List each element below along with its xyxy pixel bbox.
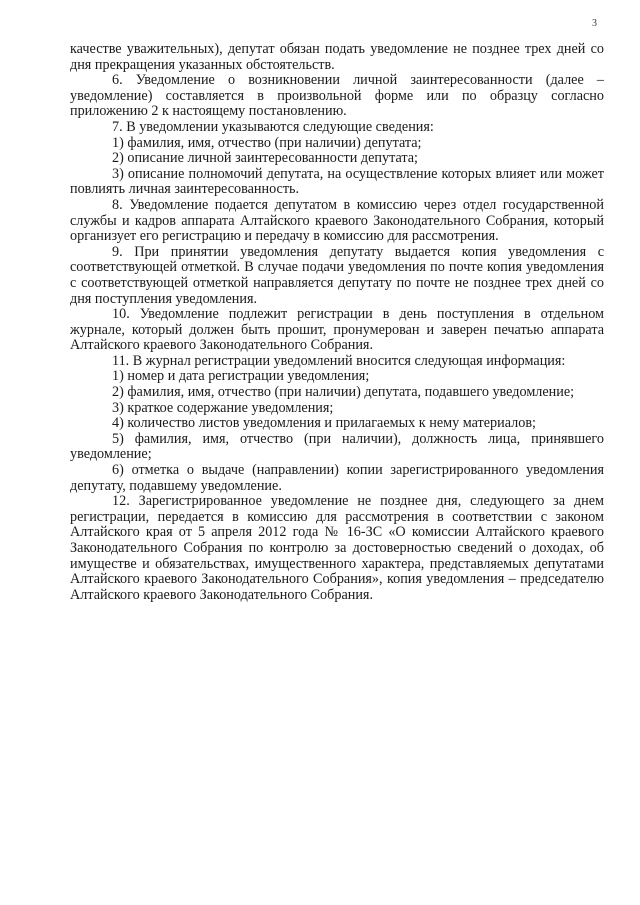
paragraph: 6) отметка о выдаче (направлении) копии зарегистрированного уведомления депутату, подавшему уведомление.	[70, 462, 604, 494]
paragraph: 5) фамилия, имя, отчество (при наличии), должность лица, принявшего уведомление;	[70, 430, 604, 463]
paragraph: 3) описание полномочий депутата, на осуществление которых влияет или может повлиять личная заинтересованность.	[70, 165, 604, 198]
paragraph: 1) фамилия, имя, отчество (при наличии) депутата;	[112, 134, 422, 151]
paragraph: 9. При принятии уведомления депутату выдается копия уведомления с соответствующей отметкой. В случае подачи уведомления по почте копия уведомления с соответствующей отметкой направляется депутату по почте не позднее трех дней со дня поступления уведомления.	[70, 243, 604, 307]
paragraph: 3) краткое содержание уведомления;	[112, 399, 334, 416]
paragraph: 10. Уведомление подлежит регистрации в день поступления в отдельном журнале, который должен быть прошит, пронумерован и заверен печатью аппарата Алтайского краевого Законодательного Собрания.	[70, 306, 604, 354]
paragraph: 12. Зарегистрированное уведомление не позднее дня, следующего за днем регистрации, передается в комиссию для рассмотрения в соответствии с законом Алтайского края от 5 апреля 2012 года № 16-ЗС «О комиссии Алтайского краевого Законодательного Собрания по контролю за достоверностью сведений о доходах, об имуществе и обязательствах, имущественного характера, представляемых депутатами Алтайского краевого Законодательного Собрания», копия уведомления – председателю Алтайского краевого Законодательного Собрания.	[70, 493, 604, 603]
paragraph: 4) количество листов уведомления и прилагаемых к нему материалов;	[112, 415, 536, 432]
paragraph: 2) описание личной заинтересованности депутата;	[112, 150, 418, 167]
document-body	[70, 42, 604, 603]
page-number: 3	[592, 18, 597, 29]
paragraph: 7. В уведомлении указываются следующие сведения:	[112, 118, 434, 135]
paragraph: 2) фамилия, имя, отчество (при наличии) депутата, подавшего уведомление;	[112, 384, 575, 401]
paragraph: 11. В журнал регистрации уведомлений вносится следующая информация:	[112, 352, 566, 369]
paragraph: 6. Уведомление о возникновении личной заинтересованности (далее – уведомление) составляется в произвольной форме или по образцу согласно приложению 2 к настоящему постановлению.	[70, 72, 604, 120]
paragraph: 8. Уведомление подается депутатом в комиссию через отдел государственной службы и кадров аппарата Алтайского краевого Законодательного Собрания, который организует его регистрацию и передачу в комиссию для рассмотрения.	[70, 196, 604, 245]
paragraph: качестве уважительных), депутат обязан подать уведомление не позднее трех дней со дня прекращения указанных обстоятельств.	[70, 41, 604, 73]
paragraph: 1) номер и дата регистрации уведомления;	[112, 368, 370, 385]
